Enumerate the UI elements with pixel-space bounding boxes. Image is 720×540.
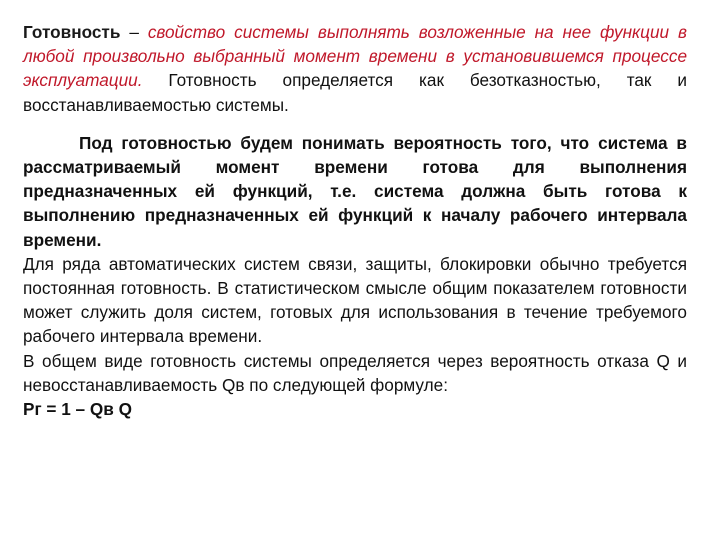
definition-paragraph bbox=[23, 20, 687, 117]
definition-text: свойство системы выполнять возложенные на нее функции в любой произвольно выбранный момент времени в установившемся процессе эксплуатации. bbox=[23, 22, 687, 91]
term-readiness: Готовность bbox=[23, 22, 121, 42]
emphasis-paragraph: Под готовностью будем понимать вероятность того, что система в рассматриваемый момент времени готова для выполнения предназначенных ей функций, т.е. система должна быть готова к выполнению предназначенных ей функций к началу рабочего интервала времени. bbox=[23, 132, 687, 250]
body-paragraph-2: В общем виде готовность системы определяется через вероятность отказа Q и невосстанавливаемость Qв по следующей формуле: bbox=[23, 350, 687, 395]
dash: – bbox=[120, 22, 148, 42]
definition-rest: Готовность определяется как безотказностью, так и восстанавливаемостью системы. bbox=[23, 70, 687, 115]
formula: Рг = 1 – Qв Q bbox=[23, 399, 132, 420]
body-paragraph-1: Для ряда автоматических систем связи, защиты, блокировки обычно требуется постоянная готовность. В статистическом смысле общим показателем готовности может служить доля систем, готовых для использования в течение требуемого рабочего интервала времени. bbox=[23, 253, 687, 347]
